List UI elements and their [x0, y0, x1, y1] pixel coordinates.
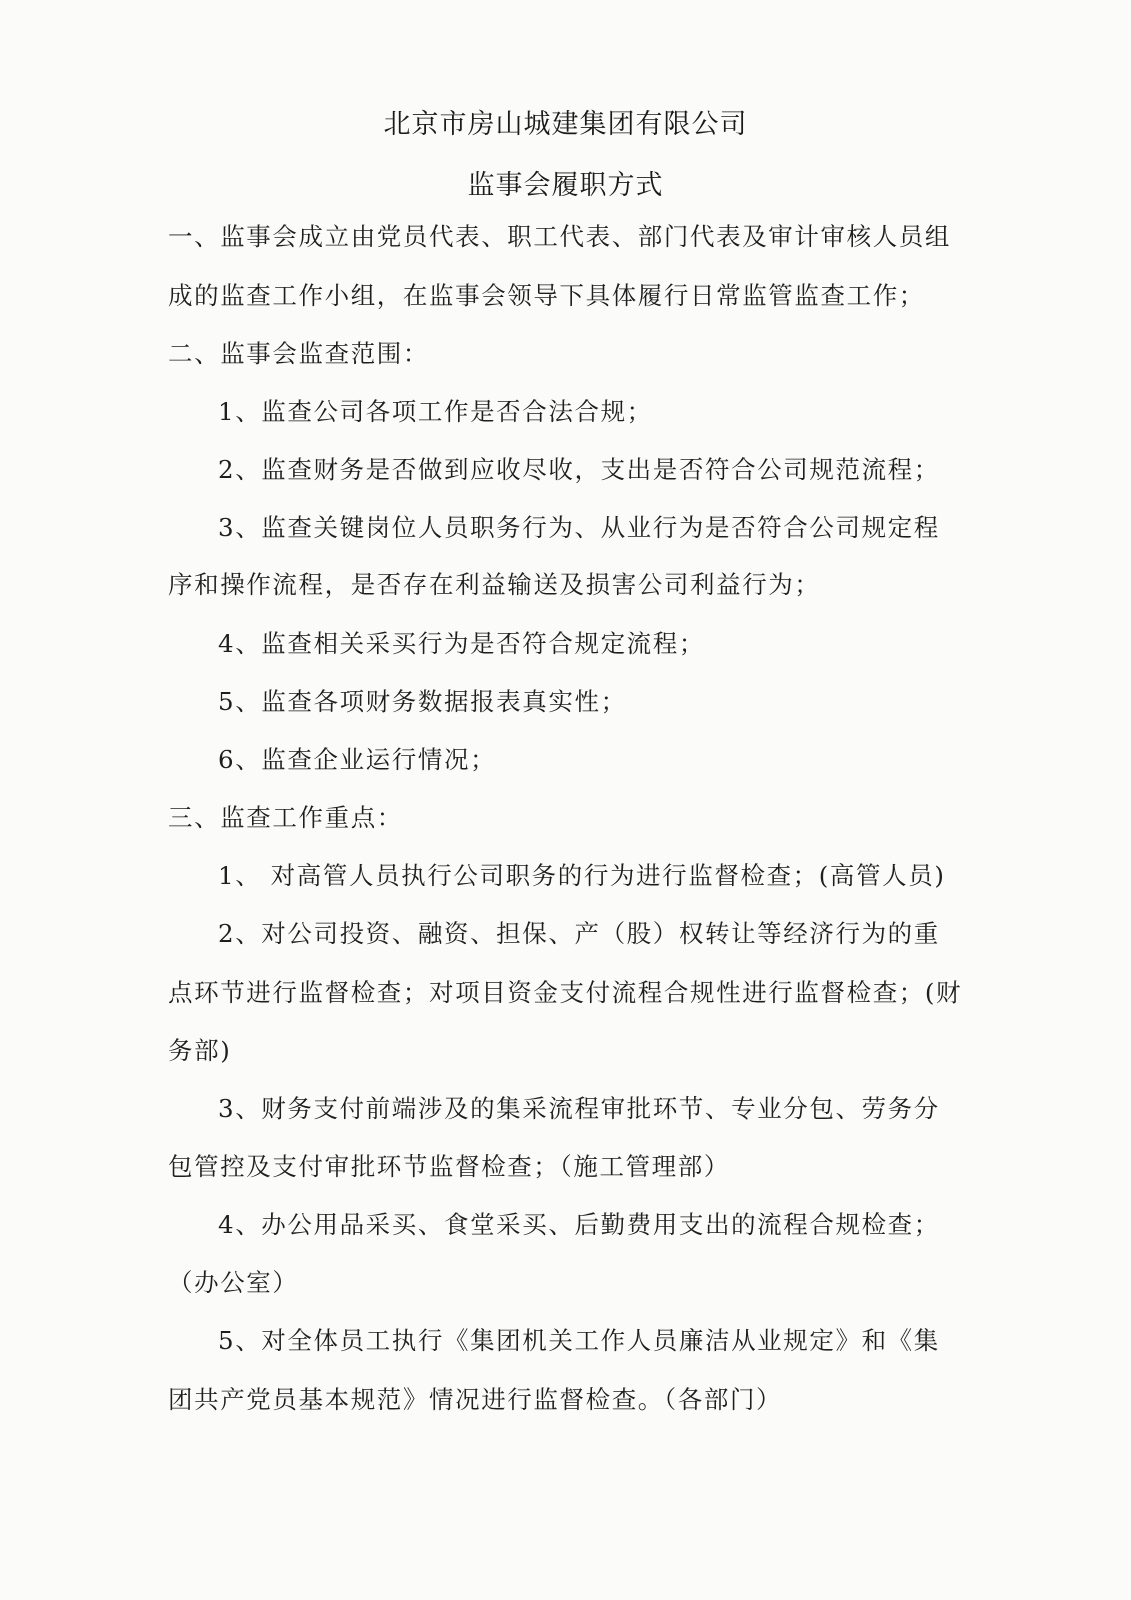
focus-item-5-line-1: 5、对全体员工执行《集团机关工作人员廉洁从业规定》和《集 [218, 1326, 940, 1355]
document-title: 监事会履职方式 [467, 170, 664, 201]
focus-item-4-line-1: 4、办公用品采买、食堂采买、后勤费用支出的流程合规检查； [218, 1210, 940, 1239]
focus-item-2-line-2: 点环节进行监督检查；对项目资金支付流程合规性进行监督检查；(财 [168, 978, 963, 1007]
focus-item-4-line-2: （办公室） [168, 1268, 299, 1297]
focus-item-3-line-2: 包管控及支付审批环节监督检查；（施工管理部） [168, 1152, 730, 1181]
scope-item-4: 4、监查相关采买行为是否符合规定流程； [218, 629, 705, 658]
section-1-line-2: 成的监查工作小组，在监事会领导下具体履行日常监管监查工作； [168, 281, 925, 310]
company-title: 北京市房山城建集团有限公司 [383, 109, 748, 140]
scope-item-3-line-1: 3、监查关键岗位人员职务行为、从业行为是否符合公司规定程 [218, 513, 940, 542]
focus-item-2-line-1: 2、对公司投资、融资、担保、产（股）权转让等经济行为的重 [218, 919, 940, 948]
focus-item-5-line-2: 团共产党员基本规范》情况进行监督检查。（各部门） [168, 1385, 783, 1414]
focus-item-3-line-1: 3、财务支付前端涉及的集采流程审批环节、专业分包、劳务分 [218, 1094, 940, 1123]
scope-item-5: 5、监查各项财务数据报表真实性； [218, 687, 627, 716]
section-2-heading: 二、监事会监查范围： [168, 339, 429, 368]
scope-item-3-line-2: 序和操作流程，是否存在利益输送及损害公司利益行为； [168, 570, 821, 599]
section-1-line-1: 一、监事会成立由党员代表、职工代表、部门代表及审计审核人员组 [168, 222, 951, 251]
focus-item-2-line-3: 务部) [168, 1036, 232, 1065]
scope-item-1: 1、监查公司各项工作是否合法合规； [218, 397, 653, 426]
scope-item-2: 2、监查财务是否做到应收尽收，支出是否符合公司规范流程； [218, 455, 940, 484]
focus-item-1: 1、 对高管人员执行公司职务的行为进行监督检查；(高管人员) [218, 861, 946, 890]
section-3-heading: 三、监查工作重点： [168, 803, 403, 832]
scope-item-6: 6、监查企业运行情况； [218, 745, 497, 774]
